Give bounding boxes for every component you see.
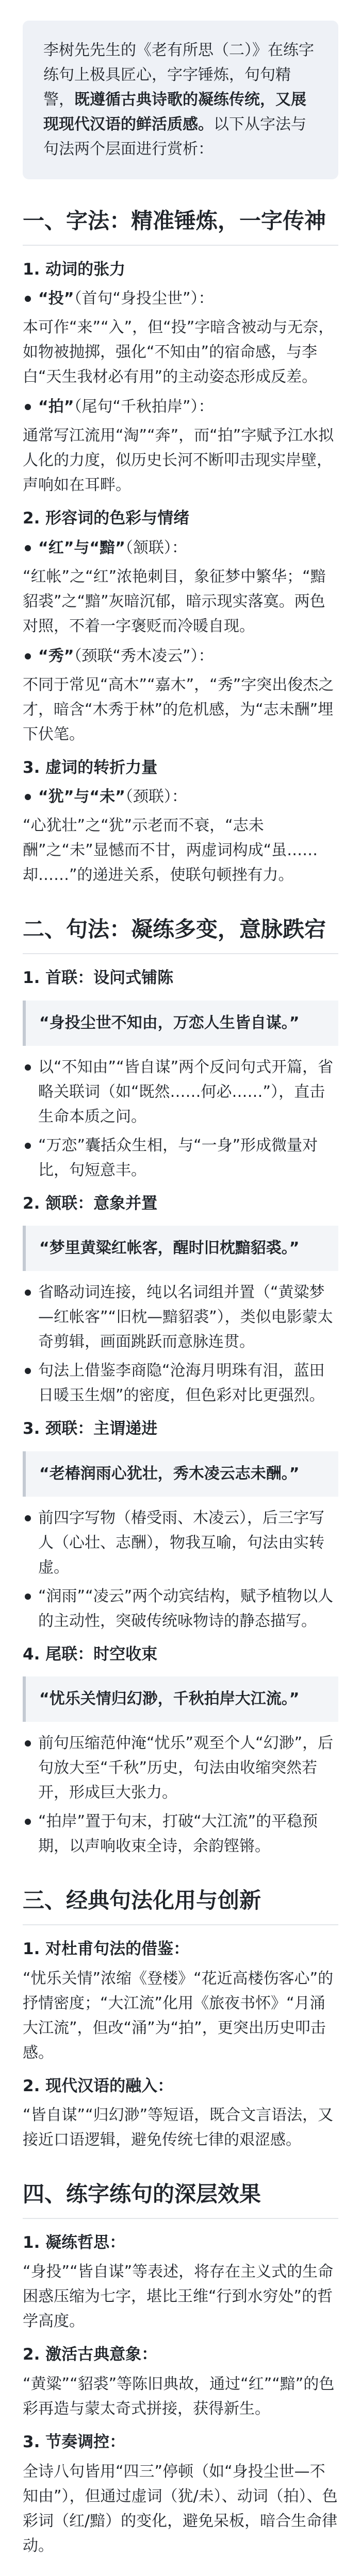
blockquote: “老椿润雨心犹壮，秀木凌云志未酬。” <box>23 1451 338 1497</box>
section-heading-2: 二、句法：凝练多变，意脉跌宕 <box>23 917 326 942</box>
subheading-2-4: 4. 尾联：时空收束 <box>23 1645 158 1664</box>
paragraph: 通常写江流用“淘”“奔”，而“拍”字赋予江水拟人化的力度，似历史长河不断叩击现实岸壁，声响如在耳畔。 <box>23 427 334 495</box>
section-heading-1: 一、字法：精准锤炼，一字传神 <box>23 208 326 233</box>
subheading-4-1: 1. 凝练哲思： <box>23 2233 126 2252</box>
bullet-tail: （颈联“秀木凌云”）： <box>74 647 214 665</box>
bullet-tail: （尾句“千秋拍岸”）： <box>74 398 214 416</box>
bullet-head: “红”与“黯” <box>38 538 125 557</box>
subheading-2-3: 3. 颈联：主谓递进 <box>23 1419 158 1438</box>
paragraph: “忧乐关情”浓缩《登楼》“花近高楼伤客心”的抒情密度；“大江流”化用《旅夜书怀》“月涌大江流”，但改“涌”为“拍”，更突出历史叩击感。 <box>23 1969 334 2062</box>
subheading-4-2: 2. 激活古典意象： <box>23 2345 158 2364</box>
paragraph: 全诗八句皆用“四三”停顿（如“身投尘世—不知由”），但通过虚词（犹/未）、动词（拍）、色彩词（红/黯）的变化，避免呆板，暗合生命律动。 <box>23 2462 338 2555</box>
divider <box>23 245 338 246</box>
list-item <box>23 536 338 561</box>
paragraph: “红帐”之“红”浓艳刺目，象征梦中繁华；“黯貂裘”之“黯”灰暗沉郁，暗示现实落寞。两色对照，不着一字褒贬而冷暖自现。 <box>23 567 326 635</box>
bullet-tail: （颈联）： <box>125 788 187 806</box>
list-item: 以“不知由”“皆自谋”两个反问句式开篇，省略关联词（如“既然……何必……”），直击生命本质之问。 <box>23 1055 338 1129</box>
list-item: “润雨”“凌云”两个动宾结构，赋予植物以人的主动性，突破传统咏物诗的静态描写。 <box>23 1584 338 1634</box>
intro-block <box>23 21 338 179</box>
subheading-1-3: 3. 虚词的转折力量 <box>23 758 158 777</box>
list-item <box>23 644 338 669</box>
paragraph: “心犹壮”之“犹”示老而不衰，“志未酬”之“未”显憾而不甘，两虚词构成“虽……却……”的递进关系，使联句顿挫有力。 <box>23 817 318 885</box>
list-item: 省略动词连接，纯以名词组并置（“黄粱梦—红帐客”“旧枕—黯貂裘”），类似电影蒙太奇剪辑，画面跳跃而意脉连贯。 <box>23 1280 338 1354</box>
blockquote: “身投尘世不知由，万恋人生皆自谋。” <box>23 1001 338 1046</box>
list-item: “拍岸”置于句末，打破“大江流”的平稳预期，以声响收束全诗，余韵铿锵。 <box>23 1809 338 1859</box>
divider <box>23 953 338 954</box>
paragraph: 不同于常见“高木”“嘉木”，“秀”字突出俊杰之才，暗含“木秀于林”的危机感，为“志未酬”埋下伏笔。 <box>23 675 334 743</box>
subheading-4-3: 3. 节奏调控： <box>23 2432 126 2451</box>
paragraph: “黄粱”“貂裘”等陈旧典故，通过“红”“黯”的色彩再造与蒙太奇式拼接，获得新生。 <box>23 2375 335 2418</box>
bullet-head: “拍” <box>38 398 74 416</box>
list-item: “万恋”囊括众生相，与“一身”形成微量对比，句短意丰。 <box>23 1133 338 1183</box>
divider <box>23 1924 338 1925</box>
blockquote: “忧乐关情归幻渺，千秋拍岸大江流。” <box>23 1676 338 1722</box>
section-heading-4: 四、练字练句的深层效果 <box>23 2181 261 2207</box>
paragraph: “皆自谋”“归幻渺”等短语，既合文言语法，又接近口语逻辑，避免传统七律的艰涩感。 <box>23 2106 334 2149</box>
subheading-1-2: 2. 形容词的色彩与情绪 <box>23 509 190 528</box>
bullet-head: “犹”与“未” <box>38 788 125 806</box>
list-item: 句法上借鉴李商隐“沧海月明珠有泪，蓝田日暖玉生烟”的密度，但色彩对比更强烈。 <box>23 1359 338 1408</box>
bullet-tail: （首句“身投尘世”）： <box>74 290 214 308</box>
intro-tail: 以下从字法与句法两个层面进行赏析： <box>43 115 306 158</box>
paragraph: 本可作“来”“入”，但“投”字暗含被动与无奈，如物被抛掷，强化“不知由”的宿命感，与李白“天生我材必有用”的主动姿态形成反差。 <box>23 318 334 386</box>
divider <box>23 2218 338 2219</box>
list-item <box>23 286 338 311</box>
subheading-2-2: 2. 颔联：意象并置 <box>23 1194 158 1213</box>
bullet-tail: （颔联）： <box>125 538 187 557</box>
bullet-head: “投” <box>38 290 74 308</box>
intro-highlight: 既遵循古典诗歌的凝练传统，又展现现代汉语的鲜活质感。 <box>43 91 306 133</box>
list-item: 前四字写物（椿受雨、木凌云），后三字写人（心壮、志酬），物我互喻，句法由实转虚。 <box>23 1506 338 1580</box>
list-item <box>23 785 338 809</box>
list-item: 前句压缩范仲淹“忧乐”观至个人“幻渺”，后句放大至“千秋”历史，句法由收缩突然若开，形成巨大张力。 <box>23 1731 338 1805</box>
section-heading-3: 三、经典句法化用与创新 <box>23 1888 261 1913</box>
bullet-head: “秀” <box>38 647 74 665</box>
list-item <box>23 395 338 419</box>
subheading-3-1: 1. 对杜甫句法的借鉴： <box>23 1939 190 1958</box>
subheading-2-1: 1. 首联：设问式铺陈 <box>23 968 174 987</box>
subheading-1-1: 1. 动词的张力 <box>23 260 126 279</box>
blockquote: “梦里黄粱红帐客，醒时旧枕黯貂裘。” <box>23 1226 338 1271</box>
intro-text: 李树先先生的《老有所思（二）》在练字练句上极具匠心，字字锤炼，句句精警， <box>43 41 314 109</box>
subheading-3-2: 2. 现代汉语的融入： <box>23 2076 174 2095</box>
paragraph: “身投”“皆自谋”等表述，将存在主义式的生命困惑压缩为七字，堪比王维“行到水穷处”的哲学高度。 <box>23 2263 334 2331</box>
